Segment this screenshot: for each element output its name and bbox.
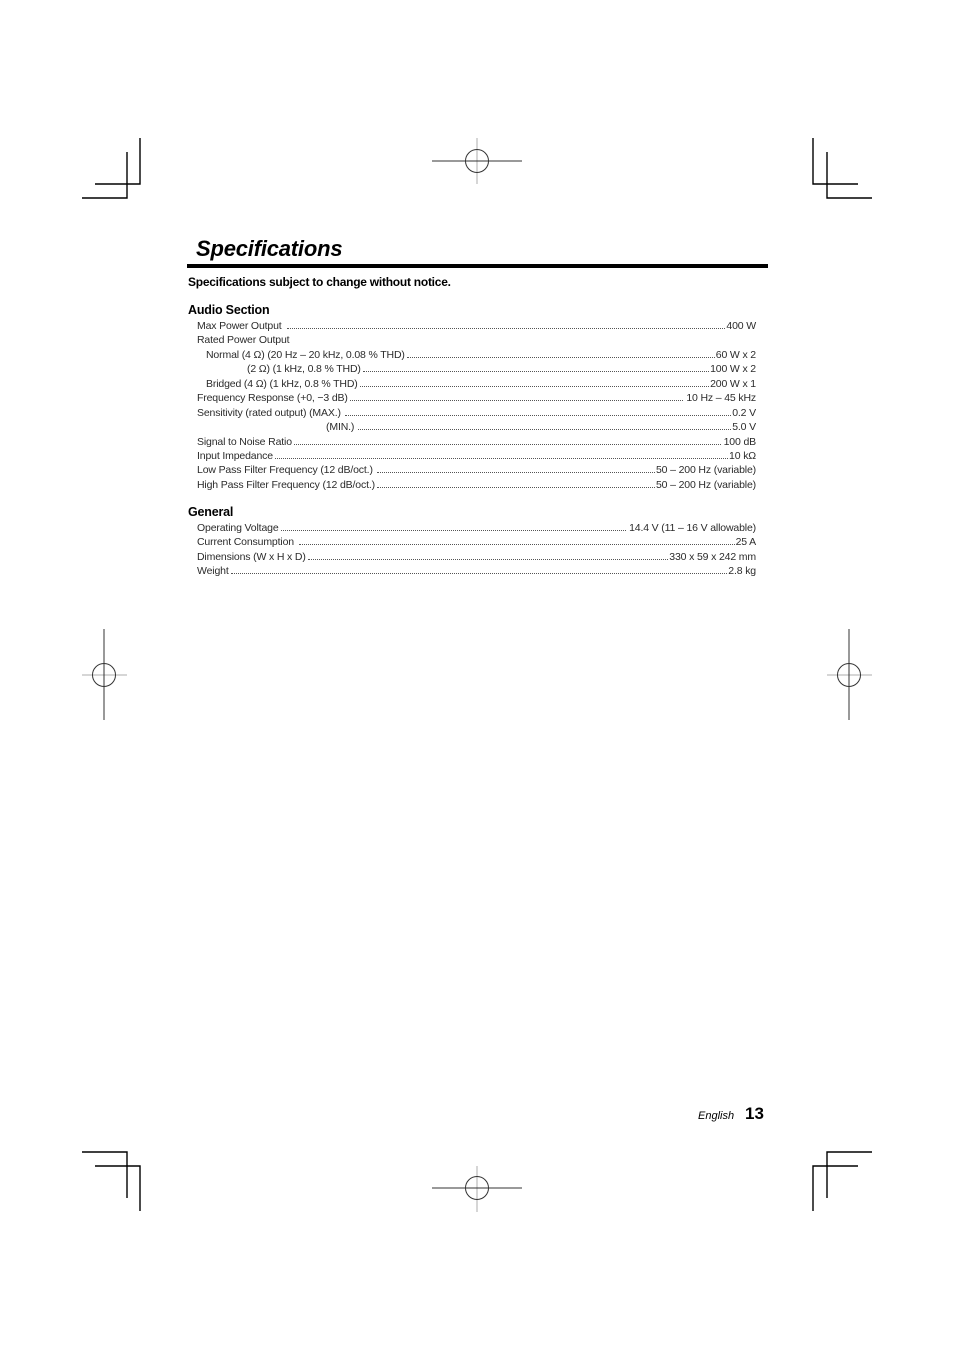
crop-mark-bottom-left [82, 1152, 140, 1211]
spec-value: 200 W x 1 [710, 377, 756, 390]
leader-dots [294, 444, 721, 445]
page-subtitle: Specifications subject to change without notice. [188, 275, 451, 289]
spec-label: Frequency Response (+0, −3 dB) [197, 392, 348, 405]
spec-row-weight [197, 564, 756, 578]
leader-dots [360, 386, 709, 387]
spec-label: Signal to Noise Ratio [197, 435, 292, 448]
leader-dots [377, 487, 655, 488]
general-section-list [197, 521, 756, 579]
spec-label: (MIN.) [326, 421, 355, 434]
spec-value: 50 – 200 Hz (variable) [655, 464, 756, 477]
spec-label: Operating Voltage [197, 522, 279, 534]
spec-value: 10 Hz – 45 kHz [686, 392, 756, 405]
spec-value: 25 A [735, 536, 756, 549]
spec-label: Dimensions (W x H x D) [197, 550, 306, 563]
registration-target-bottom [432, 1166, 522, 1212]
leader-dots [407, 357, 715, 358]
leader-dots [358, 429, 731, 430]
spec-label: Bridged (4 Ω) (1 kHz, 0.8 % THD) [206, 377, 358, 390]
leader-dots [231, 573, 728, 574]
spec-value: 0.2 V [732, 406, 756, 419]
spec-value: 10 kΩ [729, 449, 756, 462]
leader-dots [345, 415, 731, 416]
crop-mark-bottom-right [813, 1152, 872, 1211]
audio-section-list [197, 319, 756, 492]
spec-row-input-impedance [197, 449, 756, 463]
spec-label: Current Consumption [197, 536, 294, 549]
leader-dots [275, 458, 728, 459]
leader-dots [377, 472, 655, 473]
spec-label: Low Pass Filter Frequency (12 dB/oct.) [197, 464, 373, 477]
leader-dots [308, 559, 669, 560]
footer-language: English [698, 1110, 735, 1122]
spec-row-high-pass-filter [197, 478, 756, 492]
spec-label: (2 Ω) (1 kHz, 0.8 % THD) [247, 363, 361, 376]
leader-dots [350, 400, 684, 401]
spec-value: 100 W x 2 [710, 363, 756, 376]
spec-row-signal-to-noise [197, 435, 756, 449]
leader-dots [281, 530, 627, 531]
general-section-heading: General [188, 505, 234, 519]
spec-label: Max Power Output [197, 320, 282, 332]
spec-row-bridged [197, 377, 756, 391]
title-rule [187, 264, 768, 268]
leader-dots [287, 328, 726, 329]
leader-dots [299, 544, 735, 545]
spec-row-sensitivity-min [197, 420, 756, 434]
registration-target-left [82, 629, 127, 720]
spec-value: 400 W [726, 320, 756, 332]
spec-label: High Pass Filter Frequency (12 dB/oct.) [197, 478, 375, 491]
crop-mark-top-left [82, 138, 140, 198]
spec-row-current-consumption [197, 535, 756, 549]
spec-row-normal-4-ohm [197, 348, 756, 362]
leader-dots [363, 371, 709, 372]
spec-row-low-pass-filter [197, 463, 756, 477]
spec-label: Weight [197, 565, 229, 578]
spec-row-dimensions [197, 550, 756, 564]
spec-row-frequency-response [197, 391, 756, 405]
spec-value: 2.8 kg [728, 565, 756, 578]
registration-target-top [432, 138, 522, 184]
registration-target-right [827, 629, 872, 720]
spec-value: 14.4 V (11 – 16 V allowable) [629, 522, 756, 534]
spec-value: 100 dB [723, 435, 756, 448]
spec-row-rated-power-output [197, 333, 756, 347]
spec-value: 50 – 200 Hz (variable) [655, 478, 756, 491]
spec-value: 5.0 V [732, 421, 756, 434]
spec-row-max-power-output [197, 319, 756, 333]
spec-row-sensitivity-max [197, 406, 756, 420]
spec-label: Rated Power Output [197, 334, 290, 347]
spec-row-operating-voltage [197, 521, 756, 535]
crop-mark-top-right [813, 138, 872, 198]
spec-label: Normal (4 Ω) (20 Hz – 20 kHz, 0.08 % THD) [206, 348, 405, 361]
audio-section-heading: Audio Section [188, 303, 270, 317]
spec-value: 330 x 59 x 242 mm [669, 550, 756, 563]
page-number: 13 [745, 1104, 764, 1123]
spec-label: Input Impedance [197, 449, 273, 462]
spec-label: Sensitivity (rated output) (MAX.) [197, 406, 341, 419]
spec-row-normal-2-ohm [197, 362, 756, 376]
spec-value: 60 W x 2 [715, 348, 756, 361]
page-title: Specifications [196, 236, 343, 261]
